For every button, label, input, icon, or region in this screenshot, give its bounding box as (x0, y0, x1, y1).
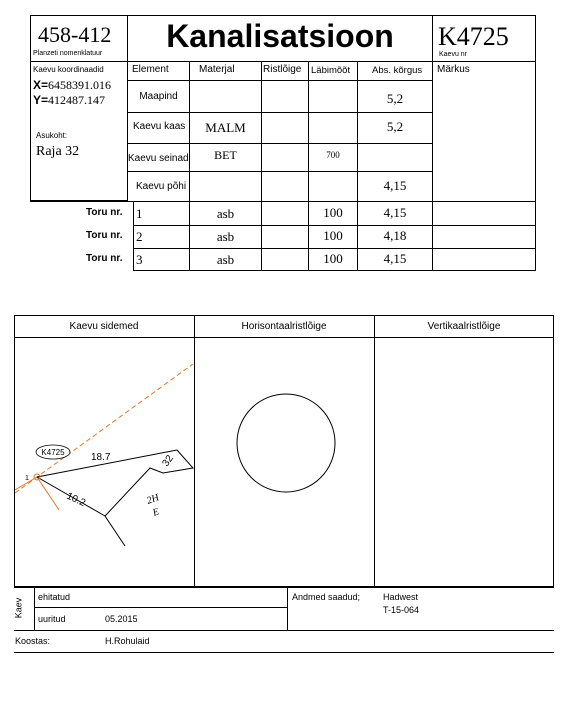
nomenclature-code: 458-412 (38, 22, 112, 47)
row-element-3: Kaevu seinad (128, 153, 189, 164)
address-label: Asukoht: (36, 131, 68, 140)
sketch-pipe-in (37, 477, 59, 510)
page-title: Kanalisatsioon (166, 18, 394, 54)
data-code: T-15-064 (383, 605, 420, 615)
sketch-length-1: 18.7 (91, 452, 111, 463)
pipe-nr-2: 2 (136, 229, 143, 244)
coord-x-value: 6458391.016 (48, 78, 112, 92)
coord-x-label: X= (33, 78, 49, 92)
pipe-height-1: 4,15 (383, 205, 407, 220)
well-circle (237, 394, 335, 492)
sketch-building-label: 2H (145, 492, 161, 507)
pipe-diameter-3: 100 (323, 251, 343, 266)
nomenclature-label: Planzeti nomenklatuur (33, 50, 103, 57)
pipe-label-2: Toru nr. (86, 230, 123, 241)
pipe-material-2: asb (216, 229, 235, 244)
pipe-label-3: Toru nr. (86, 253, 123, 264)
pipe-height-3: 4,15 (383, 251, 407, 266)
coords-label: Kaevu koordinaadid (33, 65, 104, 74)
author-label: Koostas: (15, 636, 51, 646)
drawing-header-vertical: Vertikaalristlõige (427, 321, 501, 332)
row-height-2: 5,2 (386, 119, 404, 134)
row-element-1: Maapind (139, 91, 178, 102)
col-header-material: Materjal (199, 64, 235, 75)
footer-side-label: Kaev (13, 597, 24, 619)
connections-sketch (15, 338, 194, 586)
drawing-header-connections: Kaevu sidemed (69, 321, 139, 332)
row-height-4: 4,15 (383, 178, 407, 193)
coord-x (33, 78, 111, 93)
row-height-1: 5,2 (386, 91, 404, 106)
pipe-nr-3: 3 (136, 252, 143, 267)
col-header-note: Märkus (437, 64, 470, 75)
sketch-pipe-nr: 1 (25, 475, 29, 482)
pipe-diameter-1: 100 (323, 205, 343, 220)
pipe-label-1: Toru nr. (86, 207, 123, 218)
row-element-4: Kaevu põhi (136, 181, 187, 192)
row-element-2: Kaevu kaas (133, 121, 186, 132)
data-source: Hadwest (383, 592, 419, 602)
col-header-element: Element (132, 64, 169, 75)
data-source-label: Andmed saadud; (292, 592, 361, 602)
coord-y-label: Y= (33, 93, 49, 107)
pipe-height-2: 4,18 (383, 228, 407, 243)
col-header-height: Abs. kõrgus (372, 65, 423, 76)
built-label: ehitatud (38, 592, 71, 602)
pipe-material-3: asb (216, 252, 235, 267)
pipe-material-1: asb (216, 206, 235, 221)
row-material-2: MALM (205, 120, 246, 135)
row-material-3: BET (214, 148, 237, 162)
pipe-diameter-2: 100 (323, 228, 343, 243)
author-value: H.Rohulaid (105, 636, 150, 646)
sketch-length-2: 10.2 (64, 490, 88, 509)
pipe-nr-1: 1 (136, 206, 143, 221)
address-value: Raja 32 (36, 144, 80, 159)
sketch-pipe-line (15, 364, 193, 493)
well-id: K4725 (438, 22, 509, 51)
sketch-length-3: 32 (160, 453, 176, 469)
coord-y-value: 412487.147 (48, 93, 106, 107)
coord-y (33, 93, 105, 108)
col-header-cross: Ristlõige (263, 64, 302, 75)
row-diameter-3: 700 (326, 150, 340, 160)
col-header-diameter: Läbimõõt (311, 65, 351, 76)
surveyed-value: 05.2015 (105, 614, 138, 624)
sketch-well-label: K4725 (41, 448, 65, 457)
well-id-label: Kaevu nr (439, 51, 468, 58)
drawing-header-horizontal: Horisontaalristlõige (241, 321, 327, 332)
sketch-building-label-2: E (151, 506, 161, 519)
surveyed-label: uuritud (38, 614, 66, 624)
horizontal-section (195, 338, 374, 586)
